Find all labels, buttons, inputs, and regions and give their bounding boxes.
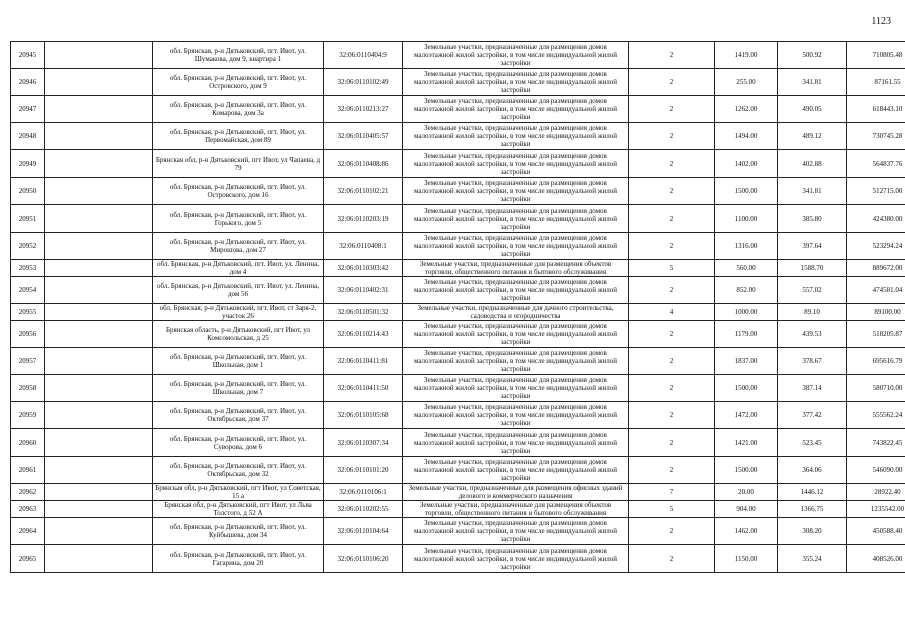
cadastral-number-cell: 32:06:0110101:20	[324, 457, 403, 484]
area-cell: 1150.00	[715, 545, 778, 573]
specific-value-cell: 385.80	[778, 205, 847, 233]
specific-value-cell: 523.45	[778, 429, 847, 457]
use-group-cell: 2	[629, 178, 715, 205]
address-cell: обл. Брянская, р-н Дятьковский, пгт. Ивот, ул. Горького, дом 5	[153, 205, 324, 233]
area-cell: 1421.00	[715, 429, 778, 457]
row-number: 20956	[11, 321, 45, 348]
land-use-cell: Земельные участки, предназначенные для размещения домов малоэтажной жилой застройки, в том числе индивидуальной жилой застройки	[403, 233, 629, 260]
area-cell: 255.00	[715, 69, 778, 96]
cadastral-value-cell: 424380.00	[847, 205, 905, 233]
table-row	[11, 402, 905, 429]
land-use-cell: Земельные участки, предназначенные для размещения домов малоэтажной жилой застройки, в том числе индивидуальной жилой застройки	[403, 42, 629, 69]
land-use-cell: Земельные участки, предназначенные для размещения домов малоэтажной жилой застройки, в том числе индивидуальной жилой застройки	[403, 150, 629, 178]
empty-cell	[45, 96, 153, 123]
address-cell: Брянская обл, р-н Дятьковский, пгт Ивот, ул Советская, 15 а	[153, 484, 324, 501]
land-use-cell: Земельные участки, предназначенные для размещения домов малоэтажной жилой застройки, в том числе индивидуальной жилой застройки	[403, 402, 629, 429]
address-cell: обл. Брянская, р-н Дятьковский, пгт. Ивот, ул. Школьная, дом 1	[153, 348, 324, 375]
use-group-cell: 2	[629, 69, 715, 96]
empty-cell	[45, 348, 153, 375]
row-number: 20955	[11, 304, 45, 321]
table-row	[11, 304, 905, 321]
table-row	[11, 123, 905, 150]
specific-value-cell: 341.81	[778, 69, 847, 96]
table-row	[11, 69, 905, 96]
cadastral-value-cell: 408526.00	[847, 545, 905, 573]
use-group-cell: 2	[629, 42, 715, 69]
land-use-cell: Земельные участки, предназначенные для размещения домов малоэтажной жилой застройки, в том числе индивидуальной жилой застройки	[403, 348, 629, 375]
use-group-cell: 2	[629, 429, 715, 457]
land-use-cell: Земельные участки, предназначенные для размещения домов малоэтажной жилой застройки, в том числе индивидуальной жилой застройки	[403, 69, 629, 96]
cadastral-number-cell: 32:06:0110408:86	[324, 150, 403, 178]
cadastral-value-cell: 1235542.00	[847, 501, 905, 518]
land-use-cell: Земельные участки, предназначенные для размещения домов малоэтажной жилой застройки, в том числе индивидуальной жилой застройки	[403, 518, 629, 545]
empty-cell	[45, 457, 153, 484]
address-cell: обл. Брянская, р-н Дятьковский, пгт. Ивот, ул. Октябрьская, дом 37	[153, 402, 324, 429]
use-group-cell: 2	[629, 205, 715, 233]
land-use-cell: Земельные участки, предназначенные для размещения домов малоэтажной жилой застройки, в том числе индивидуальной жилой застройки	[403, 96, 629, 123]
area-cell: 1494.00	[715, 123, 778, 150]
specific-value-cell: 490.05	[778, 96, 847, 123]
address-cell: обл. Брянская, р-н Дятьковский, пгт. Ивот, ул. Ленина, дом 56	[153, 277, 324, 304]
cadastral-value-cell: 730745.28	[847, 123, 905, 150]
cadastral-number-cell: 32:06:0110404:9	[324, 42, 403, 69]
area-cell: 1500.00	[715, 375, 778, 402]
use-group-cell: 2	[629, 233, 715, 260]
cadastral-value-cell: 518205.87	[847, 321, 905, 348]
table-row	[11, 277, 905, 304]
cadastral-value-cell: 89100.00	[847, 304, 905, 321]
specific-value-cell: 439.53	[778, 321, 847, 348]
table-row	[11, 375, 905, 402]
table-row	[11, 205, 905, 233]
specific-value-cell: 1446.12	[778, 484, 847, 501]
empty-cell	[45, 402, 153, 429]
address-cell: обл. Брянская, р-н Дятьковский, пгт. Ивот, ул. Комарова, дом 3а	[153, 96, 324, 123]
use-group-cell: 2	[629, 123, 715, 150]
empty-cell	[45, 178, 153, 205]
address-cell: обл. Брянская, р-н Дятьковский, пгт. Ивот, ул. Островского, дом 16	[153, 178, 324, 205]
specific-value-cell: 355.24	[778, 545, 847, 573]
cadastral-number-cell: 32:06:0110203:19	[324, 205, 403, 233]
use-group-cell: 5	[629, 260, 715, 277]
specific-value-cell: 402.88	[778, 150, 847, 178]
cadastral-number-cell: 32:06:0110102:49	[324, 69, 403, 96]
address-cell: обл. Брянская, р-н Дятьковский, пгт. Ивот, ст Заря-2, участок 26	[153, 304, 324, 321]
cadastral-number-cell: 32:06:0110102:21	[324, 178, 403, 205]
row-number: 20952	[11, 233, 45, 260]
specific-value-cell: 1588.70	[778, 260, 847, 277]
land-use-cell: Земельные участки, предназначенные для размещения домов малоэтажной жилой застройки, в том числе индивидуальной жилой застройки	[403, 178, 629, 205]
page-number: 1123	[871, 16, 891, 27]
land-use-cell: Земельные участки, предназначенные для размещения домов малоэтажной жилой застройки, в том числе индивидуальной жилой застройки	[403, 205, 629, 233]
address-cell: обл. Брянская, р-н Дятьковский, пгт. Ивот, ул. Ленина, дом 4	[153, 260, 324, 277]
area-cell: 560.00	[715, 260, 778, 277]
area-cell: 1000.00	[715, 304, 778, 321]
land-use-cell: Земельные участки, предназначенные для размещения домов малоэтажной жилой застройки, в том числе индивидуальной жилой застройки	[403, 457, 629, 484]
cadastral-value-cell: 546090.00	[847, 457, 905, 484]
address-cell: обл. Брянская, р-н Дятьковский, пгт. Ивот, ул. Островского, дом 9	[153, 69, 324, 96]
table-row	[11, 501, 905, 518]
row-number: 20963	[11, 501, 45, 518]
cadastral-number-cell: 32:06:0110405:57	[324, 123, 403, 150]
specific-value-cell: 557.02	[778, 277, 847, 304]
area-cell: 1179.00	[715, 321, 778, 348]
table-row	[11, 260, 905, 277]
cadastral-value-cell: 889672.00	[847, 260, 905, 277]
cadastral-value-cell: 743822.45	[847, 429, 905, 457]
table-row	[11, 348, 905, 375]
address-cell: обл. Брянская, р-н Дятьковский, пгт. Ивот, ул. Школьная, дом 7	[153, 375, 324, 402]
empty-cell	[45, 304, 153, 321]
row-number: 20960	[11, 429, 45, 457]
table-row	[11, 429, 905, 457]
land-use-cell: Земельные участки, предназначенные для размещения домов малоэтажной жилой застройки, в том числе индивидуальной жилой застройки	[403, 277, 629, 304]
row-number: 20957	[11, 348, 45, 375]
table-row	[11, 545, 905, 573]
row-number: 20962	[11, 484, 45, 501]
cadastral-value-cell: 580710.00	[847, 375, 905, 402]
area-cell: 1837.00	[715, 348, 778, 375]
cadastral-number-cell: 32:06:0110213:27	[324, 96, 403, 123]
row-number: 20950	[11, 178, 45, 205]
use-group-cell: 2	[629, 277, 715, 304]
specific-value-cell: 489.12	[778, 123, 847, 150]
row-number: 20964	[11, 518, 45, 545]
specific-value-cell: 377.42	[778, 402, 847, 429]
address-cell: Брянская обл, р-н Дятьковский, пгт Ивот, ул Льва Толстого, д 52 А	[153, 501, 324, 518]
row-number: 20946	[11, 69, 45, 96]
land-use-cell: Земельные участки, предназначенные для размещения домов малоэтажной жилой застройки, в том числе индивидуальной жилой застройки	[403, 429, 629, 457]
row-number: 20961	[11, 457, 45, 484]
specific-value-cell: 308.20	[778, 518, 847, 545]
address-cell: Брянская область, р-н Дятьковский, пгт Ивот, ул Комсомольская, д 25	[153, 321, 324, 348]
area-cell: 1500.00	[715, 457, 778, 484]
land-use-cell: Земельные участки, предназначенные для размещения объектов торговли, общественного питания и бытового обслуживания	[403, 501, 629, 518]
table-row	[11, 178, 905, 205]
empty-cell	[45, 545, 153, 573]
cadastral-value-cell: 523294.24	[847, 233, 905, 260]
cadastral-value-cell: 710805.48	[847, 42, 905, 69]
cadastral-value-cell: 695616.79	[847, 348, 905, 375]
address-cell: обл. Брянская, р-н Дятьковский, пгт. Ивот, ул. Гагарина, дом 20	[153, 545, 324, 573]
row-number: 20945	[11, 42, 45, 69]
address-cell: обл. Брянская, р-н Дятьковский, пгт. Ивот, ул. Куйбышева, дом 34	[153, 518, 324, 545]
cadastral-value-cell: 450588.40	[847, 518, 905, 545]
address-cell: обл. Брянская, р-н Дятьковский, пгт. Ивот, ул. Октябрьская, дом 32	[153, 457, 324, 484]
cadastral-number-cell: 32:06:0110106:20	[324, 545, 403, 573]
area-cell: 1402.00	[715, 150, 778, 178]
cadastral-number-cell: 32:06:0110214:43	[324, 321, 403, 348]
address-cell: обл. Брянская, р-н Дятьковский, пгт. Ивот, ул. Первомайская, дом 89	[153, 123, 324, 150]
empty-cell	[45, 123, 153, 150]
use-group-cell: 2	[629, 402, 715, 429]
area-cell: 1462.00	[715, 518, 778, 545]
address-cell: Брянская обл, р-н Дятьковский, пгт Ивот, ул Чапаева, д 79	[153, 150, 324, 178]
cadastral-number-cell: 32:06:0110303:42	[324, 260, 403, 277]
empty-cell	[45, 321, 153, 348]
use-group-cell: 5	[629, 501, 715, 518]
cadastral-number-cell: 32:06:0110202:55	[324, 501, 403, 518]
empty-cell	[45, 501, 153, 518]
cadastral-number-cell: 32:06:0110411:81	[324, 348, 403, 375]
empty-cell	[45, 42, 153, 69]
empty-cell	[45, 260, 153, 277]
row-number: 20953	[11, 260, 45, 277]
table-row	[11, 233, 905, 260]
table-row	[11, 321, 905, 348]
cadastral-value-cell: 474581.04	[847, 277, 905, 304]
land-use-cell: Земельные участки, предназначенные для дачного строительства, садоводства и огородничества	[403, 304, 629, 321]
cadastral-value-table	[10, 41, 905, 573]
specific-value-cell: 1366.75	[778, 501, 847, 518]
empty-cell	[45, 233, 153, 260]
table-row	[11, 518, 905, 545]
area-cell: 1100.00	[715, 205, 778, 233]
cadastral-value-cell: 28922.40	[847, 484, 905, 501]
row-number: 20947	[11, 96, 45, 123]
table-row	[11, 457, 905, 484]
cadastral-value-cell: 555562.24	[847, 402, 905, 429]
row-number: 20958	[11, 375, 45, 402]
land-use-cell: Земельные участки, предназначенные для размещения домов малоэтажной жилой застройки, в том числе индивидуальной жилой застройки	[403, 321, 629, 348]
table-row	[11, 484, 905, 501]
empty-cell	[45, 518, 153, 545]
area-cell: 20.00	[715, 484, 778, 501]
use-group-cell: 2	[629, 457, 715, 484]
area-cell: 852.00	[715, 277, 778, 304]
specific-value-cell: 397.64	[778, 233, 847, 260]
empty-cell	[45, 150, 153, 178]
use-group-cell: 2	[629, 348, 715, 375]
specific-value-cell: 364.06	[778, 457, 847, 484]
cadastral-value-cell: 564837.76	[847, 150, 905, 178]
cadastral-number-cell: 32:06:0110104:64	[324, 518, 403, 545]
land-use-cell: Земельные участки, предназначенные для размещения офисных зданий делового и коммерческого назначения	[403, 484, 629, 501]
cadastral-number-cell: 32:06:0110402:31	[324, 277, 403, 304]
empty-cell	[45, 205, 153, 233]
row-number: 20959	[11, 402, 45, 429]
table-row	[11, 42, 905, 69]
area-cell: 1316.00	[715, 233, 778, 260]
empty-cell	[45, 375, 153, 402]
use-group-cell: 2	[629, 321, 715, 348]
cadastral-number-cell: 32:06:0110501:32	[324, 304, 403, 321]
specific-value-cell: 341.81	[778, 178, 847, 205]
row-number: 20951	[11, 205, 45, 233]
table-row	[11, 96, 905, 123]
table-row	[11, 150, 905, 178]
row-number: 20948	[11, 123, 45, 150]
area-cell: 1419.00	[715, 42, 778, 69]
row-number: 20949	[11, 150, 45, 178]
cadastral-value-cell: 618443.10	[847, 96, 905, 123]
land-use-cell: Земельные участки, предназначенные для размещения объектов торговли, общественного питания и бытового обслуживания	[403, 260, 629, 277]
table-body	[11, 42, 905, 573]
area-cell: 1500.00	[715, 178, 778, 205]
use-group-cell: 2	[629, 96, 715, 123]
land-use-cell: Земельные участки, предназначенные для размещения домов малоэтажной жилой застройки, в том числе индивидуальной жилой застройки	[403, 545, 629, 573]
cadastral-value-cell: 512715.00	[847, 178, 905, 205]
area-cell: 904.00	[715, 501, 778, 518]
use-group-cell: 4	[629, 304, 715, 321]
cadastral-number-cell: 32:06:0110106:1	[324, 484, 403, 501]
empty-cell	[45, 484, 153, 501]
cadastral-number-cell: 32:06:0110105:68	[324, 402, 403, 429]
empty-cell	[45, 429, 153, 457]
row-number: 20954	[11, 277, 45, 304]
specific-value-cell: 500.92	[778, 42, 847, 69]
empty-cell	[45, 69, 153, 96]
cadastral-number-cell: 32:06:0110408:1	[324, 233, 403, 260]
area-cell: 1472.00	[715, 402, 778, 429]
use-group-cell: 2	[629, 545, 715, 573]
row-number: 20965	[11, 545, 45, 573]
use-group-cell: 2	[629, 150, 715, 178]
specific-value-cell: 378.67	[778, 348, 847, 375]
address-cell: обл. Брянская, р-н Дятьковский, пгт. Ивот, ул. Шумакова, дом 9, квартира 1	[153, 42, 324, 69]
address-cell: обл. Брянская, р-н Дятьковский, пгт. Ивот, ул. Мирошова, дом 27	[153, 233, 324, 260]
cadastral-number-cell: 32:06:0110307:34	[324, 429, 403, 457]
use-group-cell: 7	[629, 484, 715, 501]
area-cell: 1262.00	[715, 96, 778, 123]
use-group-cell: 2	[629, 518, 715, 545]
address-cell: обл. Брянская, р-н Дятьковский, пгт. Ивот, ул. Суворова, дом 6	[153, 429, 324, 457]
use-group-cell: 2	[629, 375, 715, 402]
empty-cell	[45, 277, 153, 304]
specific-value-cell: 387.14	[778, 375, 847, 402]
cadastral-value-cell: 87161.55	[847, 69, 905, 96]
land-use-cell: Земельные участки, предназначенные для размещения домов малоэтажной жилой застройки, в том числе индивидуальной жилой застройки	[403, 123, 629, 150]
specific-value-cell: 89.10	[778, 304, 847, 321]
cadastral-number-cell: 32:06:0110411:50	[324, 375, 403, 402]
land-use-cell: Земельные участки, предназначенные для размещения домов малоэтажной жилой застройки, в том числе индивидуальной жилой застройки	[403, 375, 629, 402]
